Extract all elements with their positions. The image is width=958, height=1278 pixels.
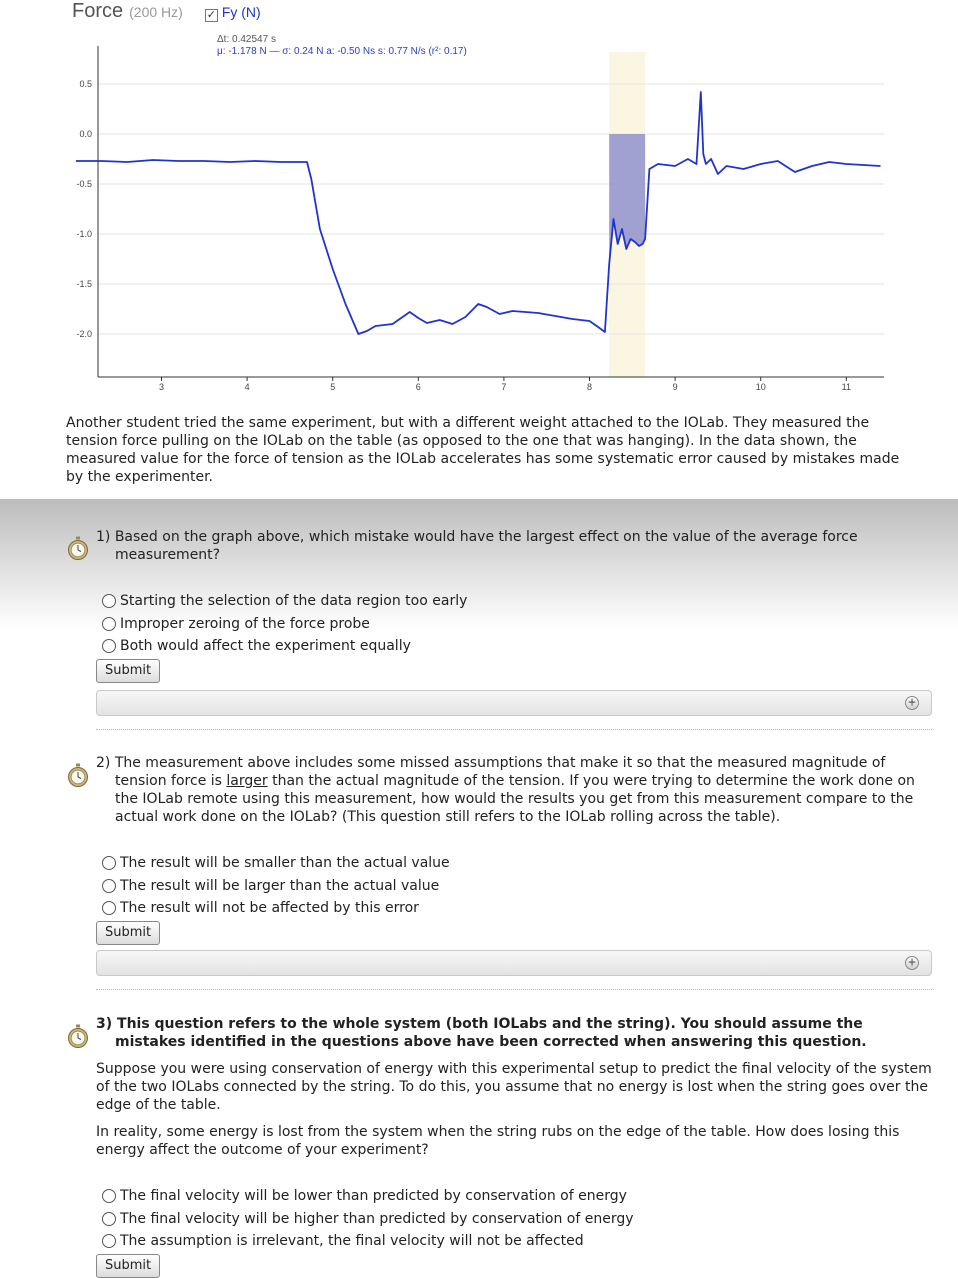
y-tick-label: 0.5 — [79, 79, 92, 89]
y-tick-label: -1.5 — [76, 279, 92, 289]
q1-option-3[interactable] — [102, 635, 938, 658]
q2-submit-button[interactable]: Submit — [96, 921, 160, 945]
radio-button[interactable] — [102, 617, 116, 631]
option-label: Improper zeroing of the force probe — [120, 615, 370, 632]
q1-option-2[interactable] — [102, 613, 938, 636]
option-label: The final velocity will be higher than predicted by conservation of energy — [120, 1210, 634, 1227]
force-graph[interactable] — [0, 0, 958, 400]
x-tick-label: 9 — [672, 382, 678, 392]
q2-hint-bar[interactable] — [96, 950, 932, 976]
x-tick-label: 7 — [501, 382, 507, 392]
q2-option-2[interactable] — [102, 875, 938, 898]
q2-option-1[interactable] — [102, 852, 938, 875]
q2-text-end: than the actual magnitude of the tension. If you were trying to determine the work done on the IOLab remote using this measurement, how would the results you get from this measurement compare to the actual work done on the IOLab? (This question still refers to the IOLab rolling across the table). — [115, 773, 915, 825]
stats-summary: μ: -1.178 N — σ: 0.24 N a: -0.50 Ns s: 0.77 N/s (r²: 0.17) — [217, 46, 467, 57]
stopwatch-icon — [66, 536, 90, 560]
graph-title: Force — [72, 0, 124, 22]
radio-button[interactable] — [102, 901, 116, 915]
option-label: The assumption is irrelevant, the final velocity will not be affected — [120, 1233, 584, 1250]
question-3-paragraph-1: Suppose you were using conservation of energy with this experimental setup to predict the final velocity of the system of the two IOLabs connected by the string. To do this, you assume that no energy is lost when the string goes over the edge of the table. — [96, 1061, 932, 1113]
radio-button[interactable] — [102, 594, 116, 608]
radio-button[interactable] — [102, 1234, 116, 1248]
option-label: Starting the selection of the data region too early — [120, 593, 468, 610]
question-3-text: 3) This question refers to the whole system (both IOLabs and the string). You should assume the mistakes identified in the questions above have been corrected when answering this question. — [96, 1016, 867, 1050]
divider — [96, 989, 932, 990]
question-3-options — [96, 1185, 938, 1253]
radio-button[interactable] — [102, 1212, 116, 1226]
q2-option-3[interactable] — [102, 897, 938, 920]
stopwatch-icon — [66, 1024, 90, 1048]
stats-delta-t: Δt: 0.42547 s — [217, 34, 276, 45]
x-tick-label: 10 — [755, 382, 766, 392]
series-checkbox[interactable]: ✓ — [206, 9, 216, 21]
q1-submit-button[interactable]: Submit — [96, 659, 160, 683]
x-tick-label: 6 — [415, 382, 421, 392]
question-2 — [96, 754, 938, 945]
series-line-fy — [76, 92, 881, 334]
q2-text-start: 2) The measurement above includes some missed assumptions that make it so that the measured magnitude of tension force is — [96, 755, 886, 789]
plus-icon[interactable]: + — [905, 956, 919, 970]
option-label: The final velocity will be lower than predicted by conservation of energy — [120, 1188, 627, 1205]
radio-button[interactable] — [102, 639, 116, 653]
question-1-options — [96, 590, 938, 658]
y-tick-label: 0.0 — [79, 129, 92, 139]
option-label: Both would affect the experiment equally — [120, 638, 411, 655]
plus-icon[interactable]: + — [905, 696, 919, 710]
q3-option-3[interactable] — [102, 1230, 938, 1253]
x-tick-label: 4 — [244, 382, 250, 392]
q1-option-1[interactable] — [102, 590, 938, 613]
question-3-paragraph-2: In reality, some energy is lost from the system when the string rubs on the edge of the table. How does losing this energy affect the outcome of your experiment? — [96, 1124, 900, 1158]
divider — [96, 729, 932, 730]
question-1 — [96, 528, 938, 683]
question-2-options — [96, 852, 938, 920]
q1-hint-bar[interactable] — [96, 690, 932, 716]
option-label: The result will not be affected by this error — [120, 900, 419, 917]
x-tick-label: 11 — [841, 382, 851, 392]
q2-text-underlined: larger — [226, 773, 268, 789]
series-label: Fy (N) — [221, 4, 261, 20]
x-tick-label: 5 — [330, 382, 336, 392]
stopwatch-icon — [66, 763, 90, 787]
option-label: The result will be smaller than the actual value — [120, 855, 450, 872]
graph-sample-rate: (200 Hz) — [129, 4, 183, 20]
radio-button[interactable] — [102, 879, 116, 893]
question-3 — [96, 1015, 938, 1278]
intro-text: Another student tried the same experiment, but with a different weight attached to the IOLab. They measured the tension force pulling on the IOLab on the table (as opposed to the one that was hanging). In the data shown, the measured value for the force of tension as the IOLab accelerates has some systematic error caused by mistakes made by the experimenter. — [66, 415, 900, 485]
x-tick-label: 8 — [586, 382, 593, 392]
question-2-text — [96, 754, 938, 826]
radio-button[interactable] — [102, 856, 116, 870]
question-1-text: 1) Based on the graph above, which mistake would have the largest effect on the value of the average force measurement? — [96, 529, 858, 563]
force-chart-svg[interactable] — [0, 0, 958, 400]
q3-submit-button[interactable]: Submit — [96, 1254, 160, 1278]
q3-option-1[interactable] — [102, 1185, 938, 1208]
radio-button[interactable] — [102, 1189, 116, 1203]
y-tick-label: -0.5 — [76, 179, 92, 189]
x-tick-label: 3 — [158, 382, 165, 392]
option-label: The result will be larger than the actual value — [120, 877, 440, 894]
q3-option-2[interactable] — [102, 1208, 938, 1231]
y-tick-label: -1.0 — [76, 229, 92, 239]
y-tick-label: -2.0 — [76, 329, 92, 339]
